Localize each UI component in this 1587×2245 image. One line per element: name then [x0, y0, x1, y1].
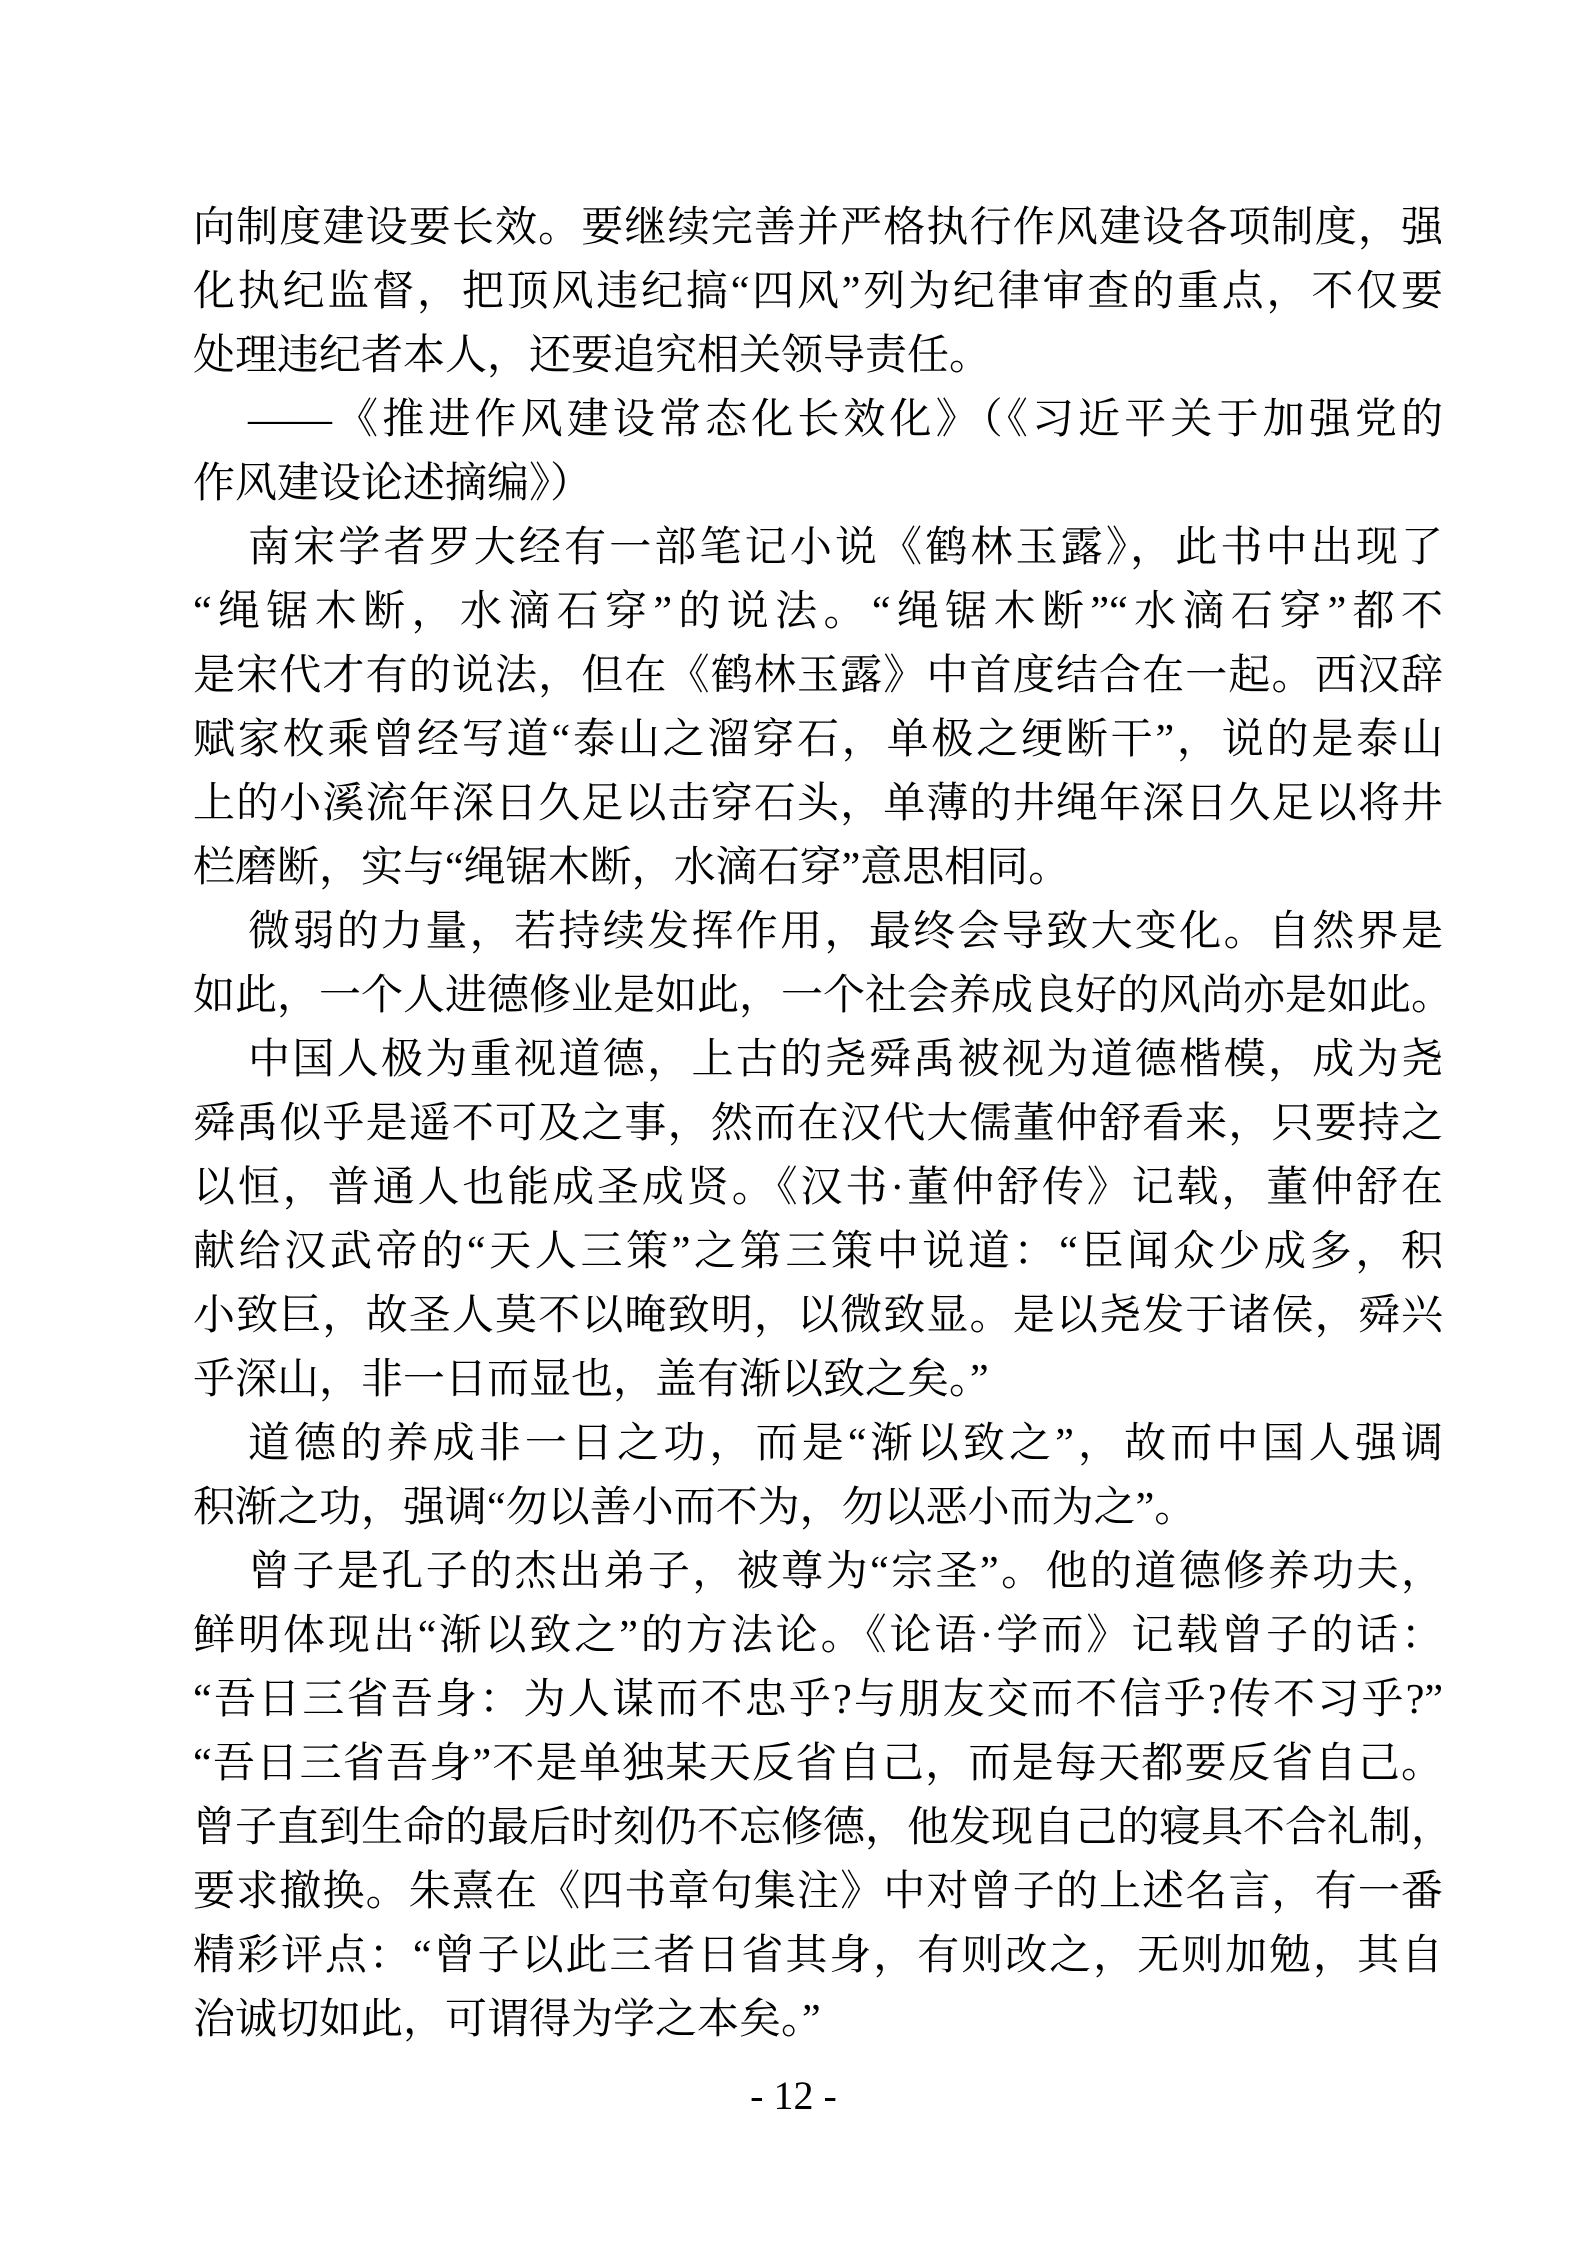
text-line: 微弱的力量，若持续发挥作用，最终会导致大变化。自然界是: [248, 909, 1443, 955]
text-line: 向制度建设要长效。要继续完善并严格执行作风建设各项制度，强: [193, 205, 1443, 251]
text-line: 上的小溪流年深日久足以击穿石头，单薄的井绳年深日久足以将井: [193, 781, 1443, 827]
text-line: 栏磨断，实与“绳锯木断，水滴石穿”意思相同。: [193, 845, 1071, 891]
text-line: 处理违纪者本人，还要追究相关领导责任。: [193, 333, 992, 379]
text-line: 鲜明体现出“渐以致之”的方法论。《论语·学而》记载曾子的话：: [193, 1613, 1443, 1659]
text-line: 治诚切如此，可谓得为学之本矣。”: [193, 1997, 821, 2043]
page-number: - 12 -: [750, 2073, 837, 2118]
text-line: 曾子直到生命的最后时刻仍不忘修德，他发现自己的寝具不合礼制，: [193, 1805, 1454, 1851]
text-line: 乎深山，非一日而显也，盖有渐以致之矣。”: [193, 1357, 989, 1403]
text-line: 积渐之功，强调“勿以善小而不为，勿以恶小而为之”。: [193, 1485, 1197, 1531]
text-line: 是宋代才有的说法，但在《鹤林玉露》中首度结合在一起。西汉辞: [193, 653, 1443, 699]
text-line: “吾日三省吾身：为人谋而不忠乎?与朋友交而不信乎?传不习乎?”: [193, 1677, 1443, 1723]
text-line: “绳锯木断，水滴石穿”的说法。“绳锯木断”“水滴石穿”都不: [193, 589, 1443, 635]
text-line: 小致巨，故圣人莫不以晻致明，以微致显。是以尧发于诸侯，舜兴: [193, 1293, 1443, 1339]
text-line: 道德的养成非一日之功，而是“渐以致之”，故而中国人强调: [248, 1421, 1443, 1467]
text-line: 中国人极为重视道德，上古的尧舜禹被视为道德楷模，成为尧: [248, 1037, 1443, 1083]
text-line: 作风建设论述摘编》）: [193, 461, 593, 507]
text-line: 舜禹似乎是遥不可及之事，然而在汉代大儒董仲舒看来，只要持之: [193, 1101, 1443, 1147]
text-line: 献给汉武帝的“天人三策”之第三策中说道：“臣闻众少成多，积: [193, 1229, 1443, 1275]
body-text: [193, 196, 1454, 2052]
text-line: “吾日三省吾身”不是单独某天反省自己，而是每天都要反省自己。: [193, 1741, 1443, 1787]
text-line: 要求撤换。朱熹在《四书章句集注》中对曾子的上述名言，有一番: [193, 1869, 1443, 1915]
text-line: 如此，一个人进德修业是如此，一个社会养成良好的风尚亦是如此。: [193, 973, 1454, 1019]
text-line: 化执纪监督，把顶风违纪搞“四风”列为纪律审查的重点，不仅要: [193, 269, 1443, 315]
text-line: 以恒，普通人也能成圣成贤。《汉书·董仲舒传》记载，董仲舒在: [193, 1165, 1443, 1211]
text-line: 精彩评点：“曾子以此三者日省其身，有则改之，无则加勉，其自: [193, 1933, 1443, 1979]
text-line: ——《推进作风建设常态化长效化》（《习近平关于加强党的: [248, 397, 1443, 443]
text-line: 南宋学者罗大经有一部笔记小说《鹤林玉露》，此书中出现了: [248, 525, 1443, 571]
text-line: 赋家枚乘曾经写道“泰山之溜穿石，单极之绠断干”，说的是泰山: [193, 717, 1443, 763]
text-line: 曾子是孔子的杰出弟子，被尊为“宗圣”。他的道德修养功夫，: [248, 1549, 1443, 1595]
